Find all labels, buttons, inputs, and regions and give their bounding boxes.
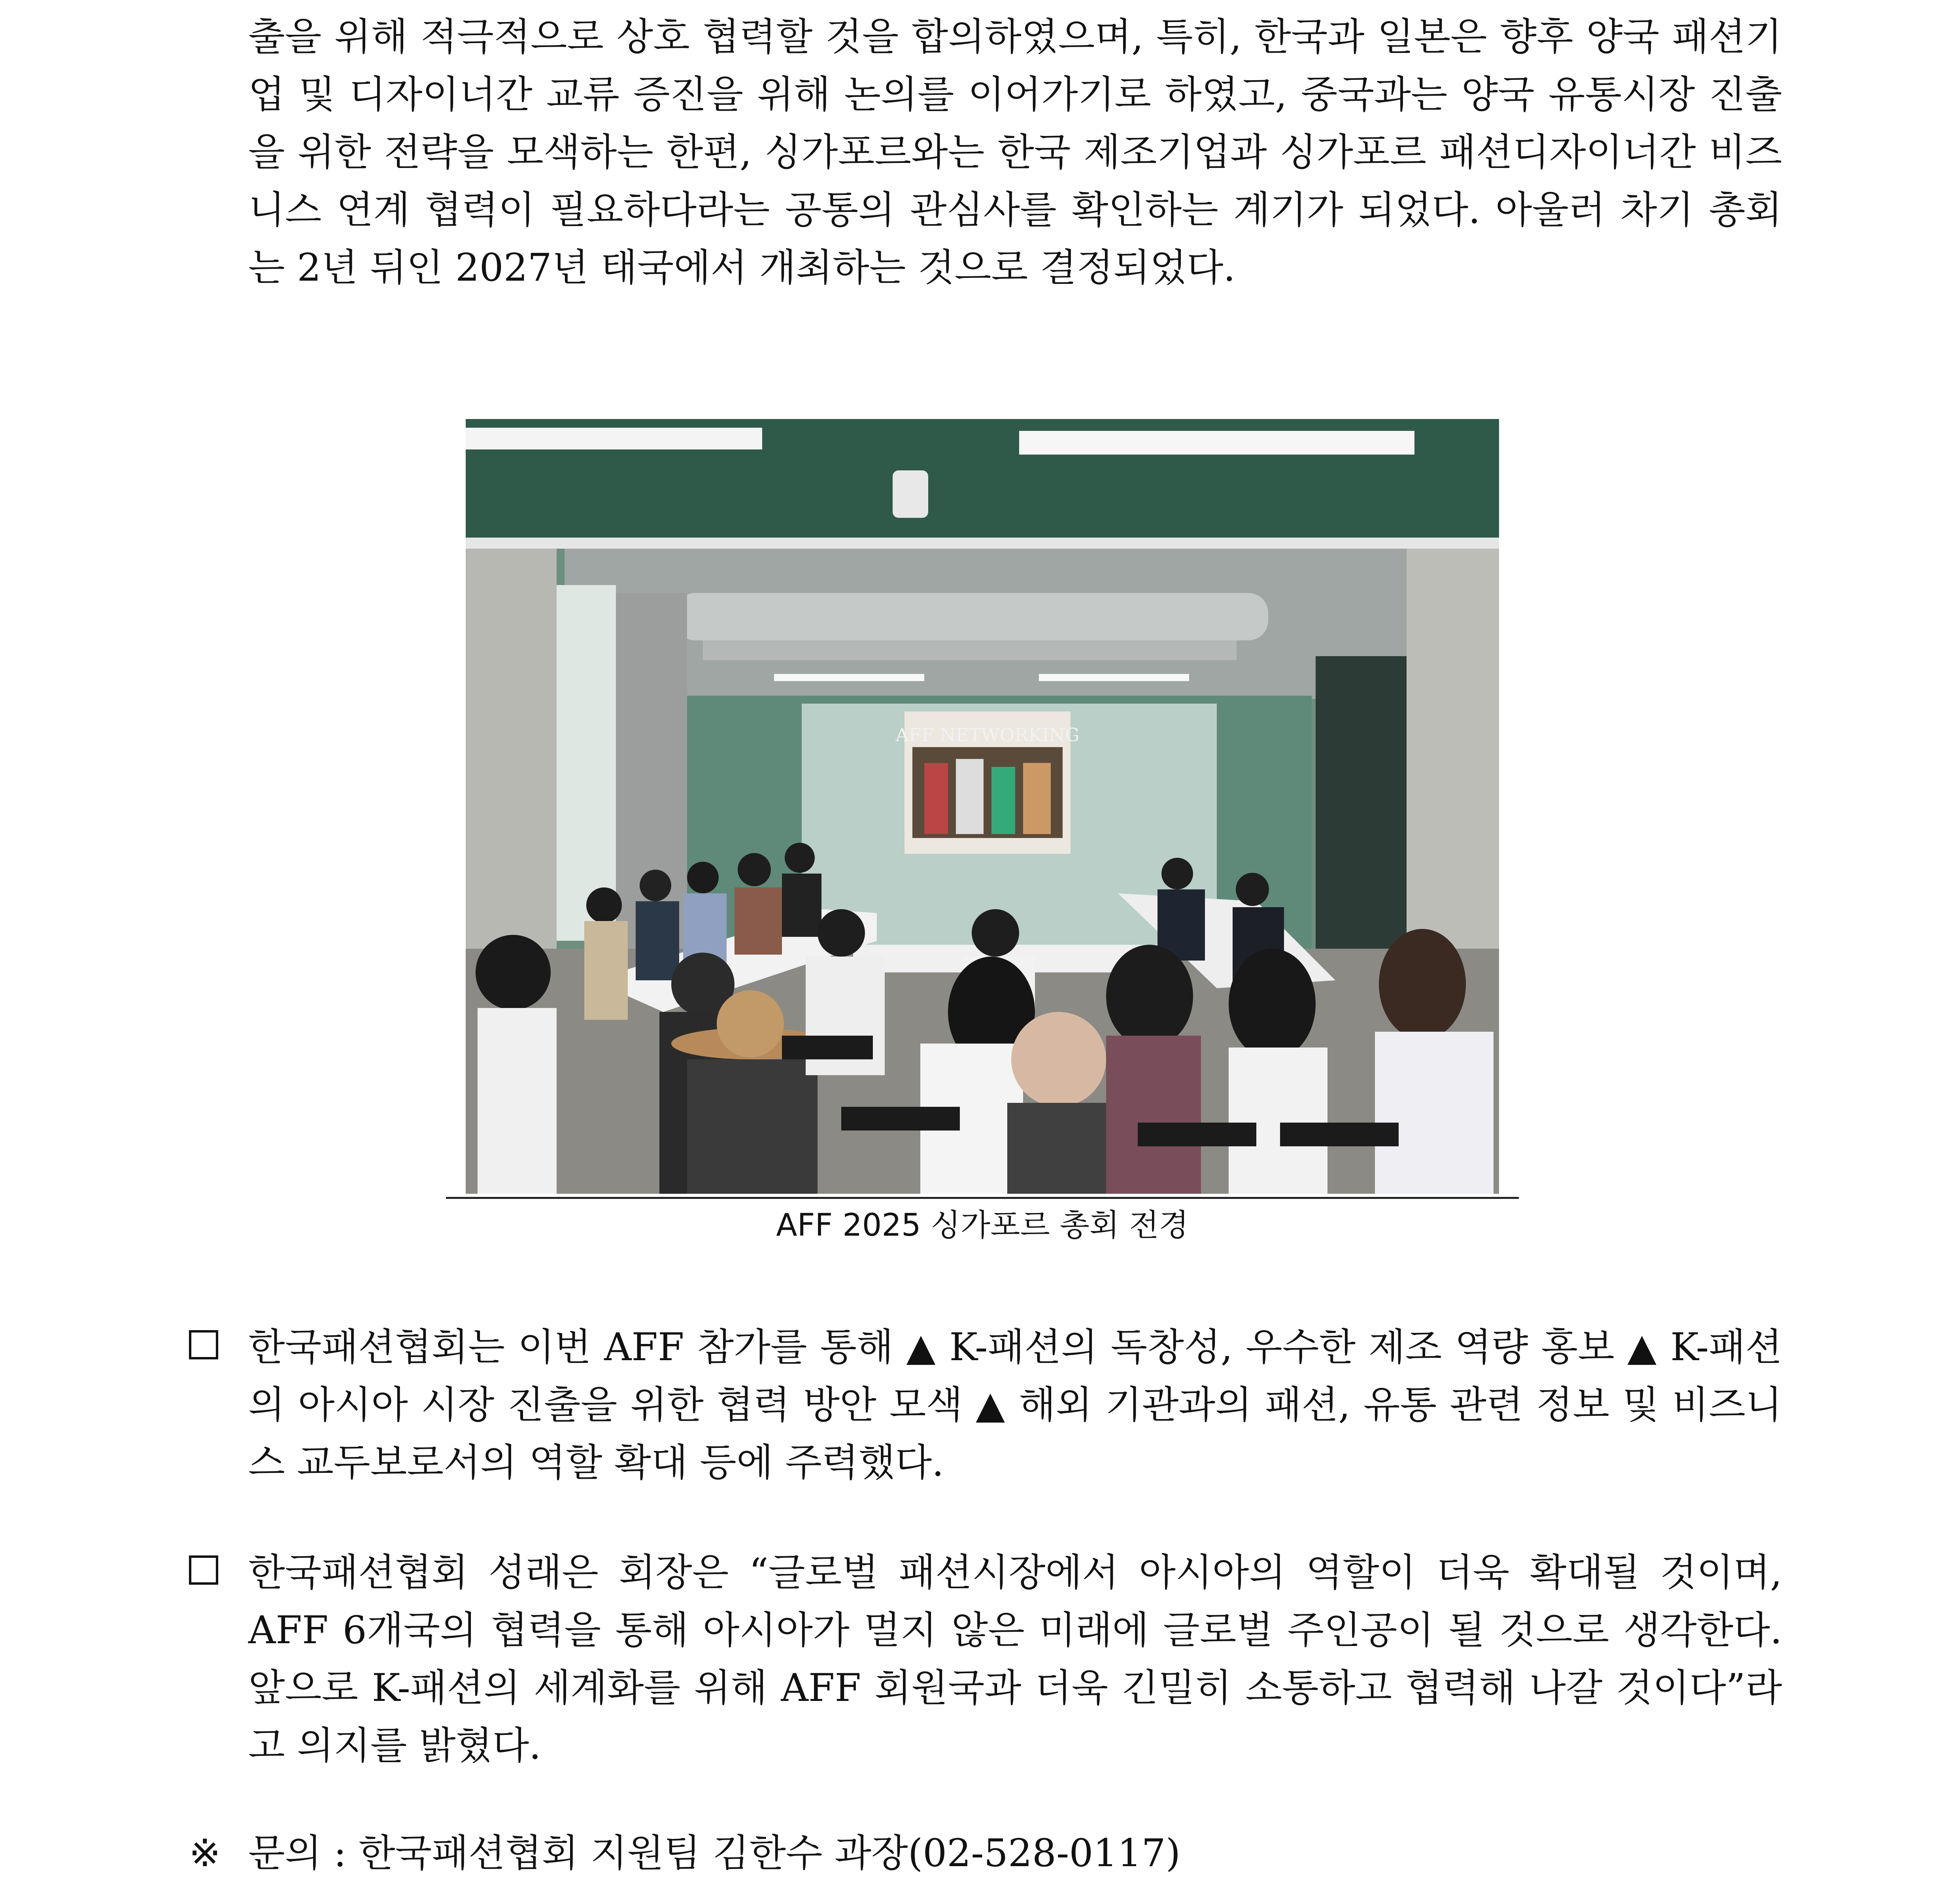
bullet-text-2: 한국패션협회 성래은 회장은 “글로벌 패션시장에서 아시아의 역할이 더욱 확대될 것이며, AFF 6개국의 협력을 통해 아시아가 멀지 않은 미래에 글로벌 주인공이 될 것으로 생각한다. 앞으로 K-패션의 세계화를 위해 AFF 회원국과 더욱 긴밀히 소통하고 협력해 나갈 것이다”라고 의지를 밝혔다. bbox=[248, 1550, 1782, 1768]
contact-note bbox=[189, 1824, 1782, 1882]
checkbox-square-icon bbox=[189, 1330, 218, 1359]
conference-photo bbox=[466, 419, 1499, 1194]
reference-mark-icon: ※ bbox=[189, 1831, 221, 1875]
intro-paragraph: 출을 위해 적극적으로 상호 협력할 것을 합의하였으며, 특히, 한국과 일본은 향후 양국 패션기업 및 디자이너간 교류 증진을 위해 논의를 이어가기로 하였고, 중국과는 양국 유통시장 진출을 위한 전략을 모색하는 한편, 싱가포르와는 한국 제조기업과 싱가포르 패션디자이너간 비즈니스 연계 협력이 필요하다라는 공통의 관심사를 확인하는 계기가 되었다. 아울러 차기 총회는 2년 뒤인 2027년 태국에서 개최하는 것으로 결정되었다. bbox=[248, 15, 1782, 290]
photo-caption: AFF 2025 싱가포르 총회 전경 bbox=[776, 1208, 1189, 1243]
contact-note-text: 문의 : 한국패션협회 지원팀 김한수 과장(02-528-0117) bbox=[248, 1831, 1181, 1875]
conference-photo-illustration bbox=[466, 419, 1499, 1194]
bullet-text-1: 한국패션협회는 이번 AFF 참가를 통해 ▲ K-패션의 독창성, 우수한 제조 역량 홍보 ▲ K-패션의 아시아 시장 진출을 위한 협력 방안 모색 ▲ 해외 기관과의 패션, 유통 관련 정보 및 비즈니스 교두보로서의 역할 확대 등에 주력했다. bbox=[248, 1325, 1782, 1485]
caption-divider bbox=[446, 1197, 1519, 1199]
checkbox-square-icon bbox=[189, 1555, 218, 1585]
screen-title: AFF NETWORKING bbox=[895, 724, 1080, 746]
